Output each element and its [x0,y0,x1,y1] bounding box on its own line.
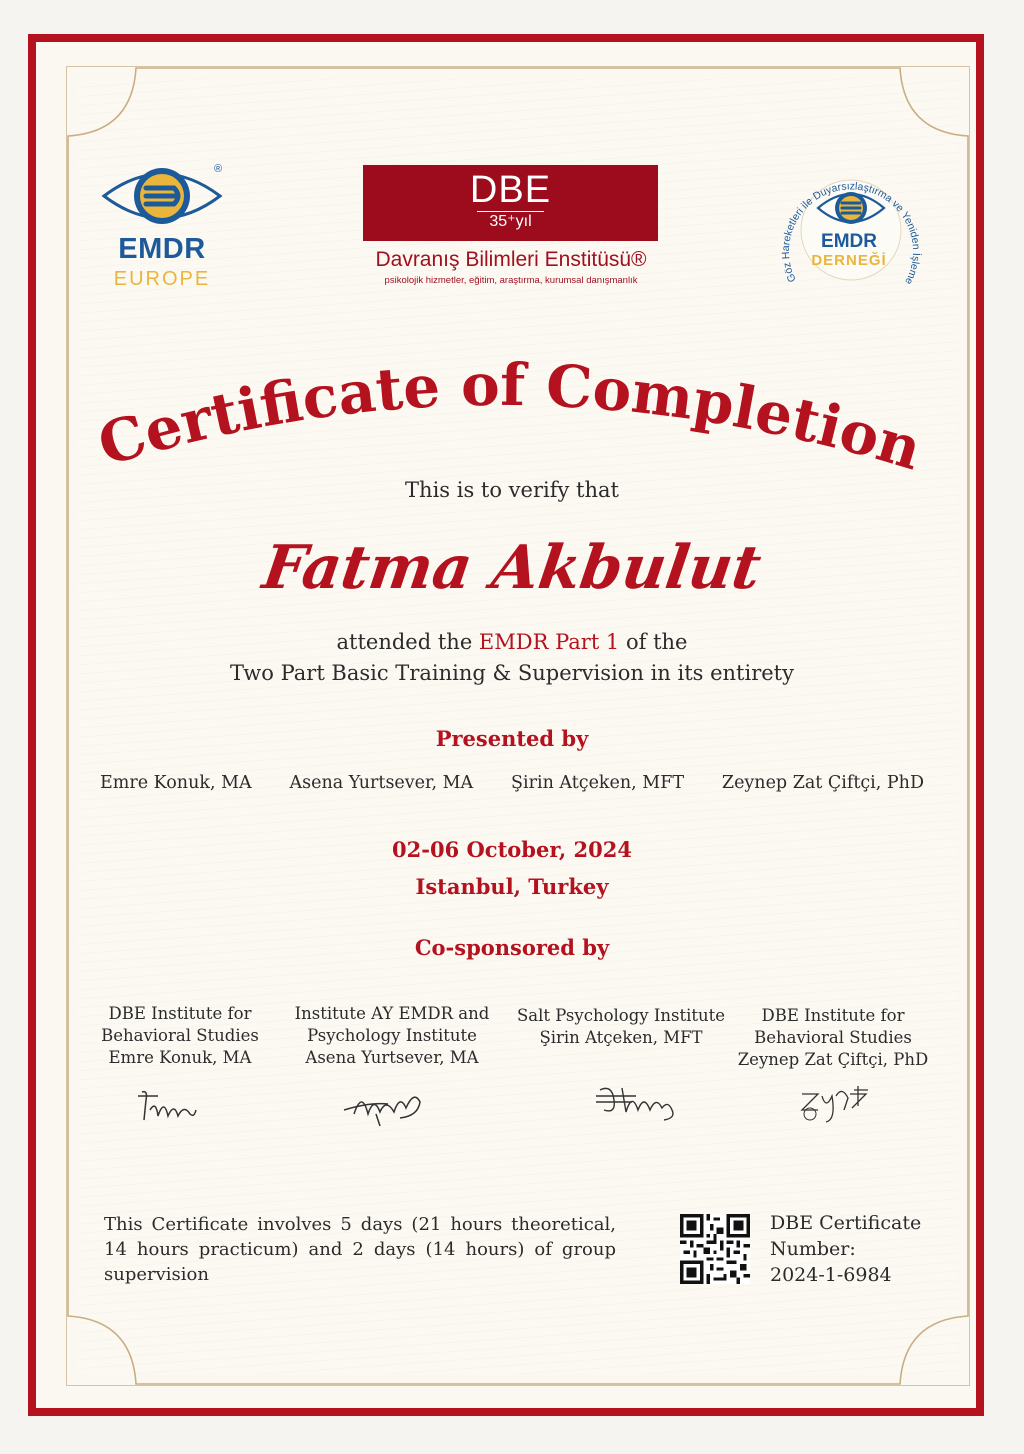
signature-zeynep-zat-ciftci [796,1080,876,1124]
sponsor-line: Behavioral Studies [754,1028,912,1047]
dbe-logo [363,165,658,241]
signature-asena-yurtsever [340,1084,426,1128]
dbe-title: DBE [469,169,552,211]
signature-sirin-atceken [592,1080,682,1122]
dbe-years: 35⁺yıl [477,211,543,231]
cert-number-value: 2024-1-6984 [770,1264,892,1286]
course-highlight: EMDR Part 1 [478,630,620,654]
svg-text:Certificate of Completion [91,351,929,484]
sponsor-line: Institute AY EMDR and [294,1004,490,1023]
attended-pre: attended the [336,630,479,654]
registered-mark: ® [214,163,223,175]
cert-number-label: DBE Certificate [770,1212,922,1234]
presenter: Asena Yurtsever, MA [289,773,474,793]
sponsor-line: Zeynep Zat Çiftçi, PhD [737,1050,929,1069]
emdr-europe-word: EMDR [118,233,206,265]
sponsor-line: DBE Institute for [108,1004,252,1023]
cert-number-label: Number: [770,1238,856,1260]
recipient-name-text: Fatma Akbulut [258,532,766,603]
cosponsored-by-heading: Co-sponsored by [414,935,610,960]
signature-emre-konuk [134,1086,200,1126]
emdr-europe-sub: EUROPE [113,268,211,290]
presenter: Zeynep Zat Çiftçi, PhD [721,773,924,793]
sponsor-block [736,1005,930,1071]
sponsor-line: Şirin Atçeken, MFT [539,1028,703,1047]
recipient-name [220,510,800,620]
dernegi-ring-text: Göz Hareketleri ile Duyarsızlaştırma ve Yeniden İşleme [779,180,923,287]
sponsor-line: Salt Psychology Institute [516,1006,726,1025]
sponsor-block [515,1005,727,1049]
training-dates: 02-06 October, 2024 [392,837,632,862]
presenter: Emre Konuk, MA [100,773,252,793]
sponsor-line: Asena Yurtsever, MA [305,1048,479,1067]
certificate-hours-note: This Certificate involves 5 days (21 hours theoretical, 14 hours practicum) and 2 days (14 hours) of group supervision [104,1214,616,1285]
training-location: Istanbul, Turkey [415,874,609,899]
presenter: Şirin Atçeken, MFT [511,773,685,793]
training-line: Two Part Basic Training & Supervision in its entirety [230,661,794,685]
verify-text: This is to verify that [405,478,619,502]
qr-code-icon[interactable] [680,1214,750,1284]
presented-by-heading: Presented by [435,726,589,751]
dbe-institute-name: Davranış Bilimleri Enstitüsü® [375,248,647,271]
attended-line [0,630,1024,654]
sponsor-block [90,1003,270,1069]
dernegi-sub: DERNEĞİ [811,252,887,269]
dbe-institute-subtitle: psikolojik hizmetler, eğitim, araştırma, kurumsal danışmanlık [384,275,638,286]
certificate-title-text: Certificate of Completion [90,350,930,484]
certificate-number-block [770,1210,950,1288]
sponsor-line: Emre Konuk, MA [108,1048,252,1067]
emdr-dernegi-seal-icon [776,168,926,292]
emdr-europe-eye-logo-icon [100,160,224,232]
sponsor-block [285,1003,499,1069]
sponsor-line: Behavioral Studies [101,1026,259,1045]
presenters-list [100,773,924,793]
dernegi-word: EMDR [821,231,877,252]
attended-post: of the [619,630,688,654]
sponsor-line: Psychology Institute [307,1026,477,1045]
sponsor-line: DBE Institute for [761,1006,905,1025]
